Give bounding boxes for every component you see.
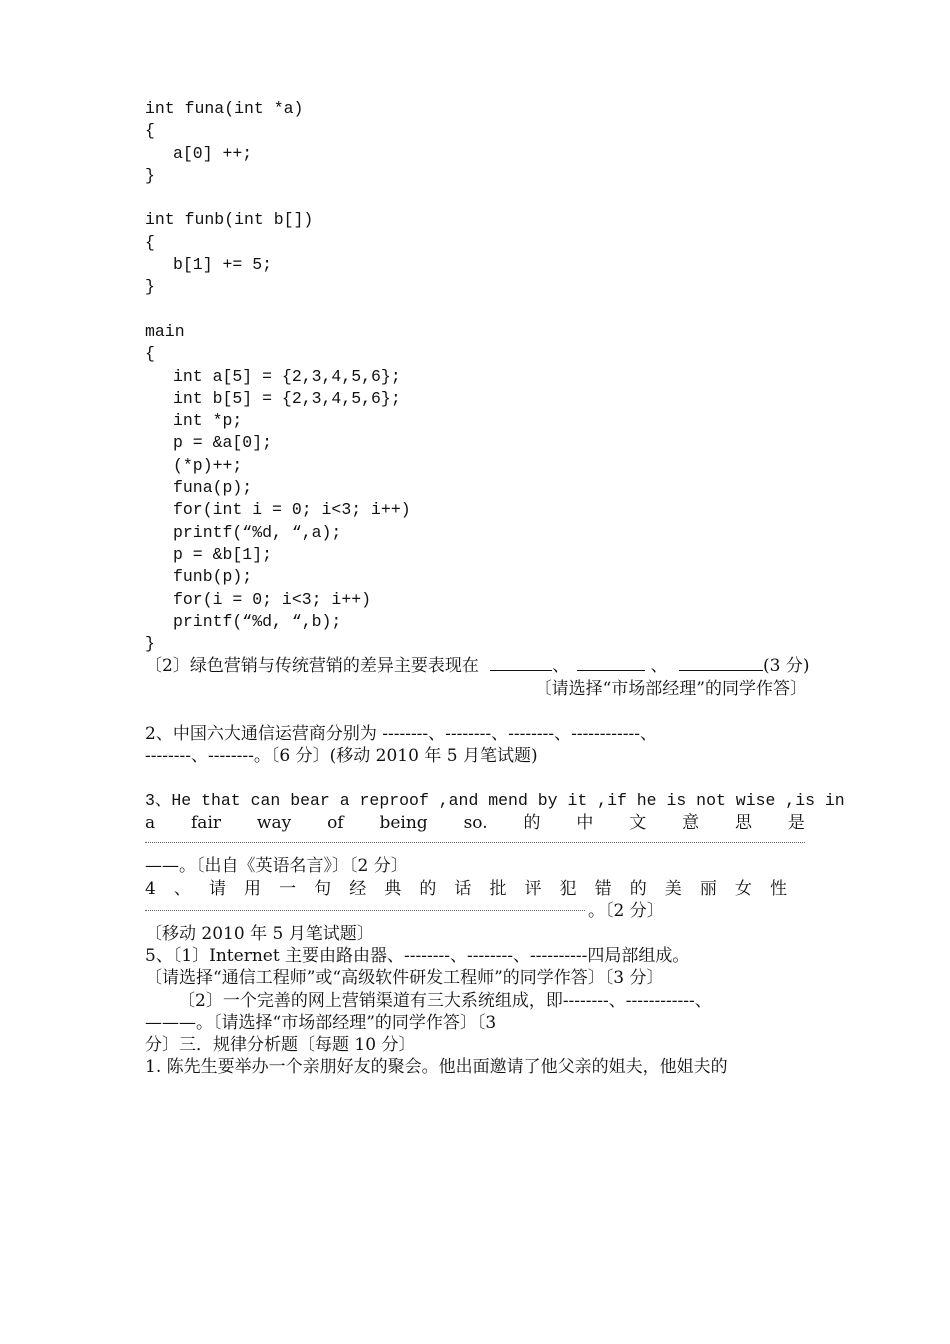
code-line: int funb(int b[]) [145, 210, 314, 230]
code-line: { [145, 121, 155, 141]
spaced-word: 是 [787, 813, 805, 833]
spaced-word: 话 [454, 879, 472, 899]
answer-blank [577, 656, 645, 671]
q-green-text: 〔2〕绿色营销与传统营销的差异主要表现在 [145, 656, 479, 676]
logic-q1-line1: 1. 陈先生要举办一个亲朋好友的聚会。他出面邀请了他父亲的姐夫，他姐夫的 [145, 1057, 728, 1077]
code-line: int a[5] = {2,3,4,5,6}; [173, 366, 401, 386]
spaced-word: fair [191, 813, 222, 833]
spaced-word: 的 [523, 813, 541, 833]
spaced-word: 美 [664, 879, 682, 899]
code-line: } [145, 165, 155, 185]
spaced-word: 女 [734, 879, 752, 899]
code-line: (*p)++; [173, 455, 243, 475]
spaced-word: of [327, 813, 344, 833]
q-green-note: 〔请选择“市场部经理”的同学作答〕 [534, 679, 807, 699]
answer-blank [490, 656, 552, 671]
code-block [145, 98, 411, 655]
spaced-word: 的 [629, 879, 647, 899]
spaced-word: 用 [244, 879, 262, 899]
separator: 、 [645, 656, 668, 676]
spaced-word: 请 [208, 879, 226, 899]
code-line: printf(“%d, “,a); [173, 522, 342, 542]
spaced-word: 思 [735, 813, 753, 833]
code-line: printf(“%d, “,b); [173, 611, 342, 631]
spaced-word: 典 [384, 879, 402, 899]
code-line: { [145, 344, 155, 364]
q5-line2: 〔请选择“通信工程师”或“高级软件研发工程师”的同学作答〕〔3 分〕 [145, 968, 664, 988]
spaced-word: 文 [629, 813, 647, 833]
spaced-word: so. [463, 813, 488, 833]
code-line: a[0] ++; [173, 143, 253, 163]
q3-line3: ——。〔出自《英语名言》〕〔2 分〕 [145, 856, 408, 876]
spaced-word: 批 [489, 879, 507, 899]
q4-line3: 〔移动 2010 年 5 月笔试题〕 [145, 924, 374, 944]
code-line: main [145, 321, 185, 341]
spaced-word: a [145, 813, 156, 833]
code-line [145, 299, 411, 321]
code-line: for(int i = 0; i<3; i++) [173, 500, 411, 520]
q4-line1 [145, 878, 787, 900]
code-line: { [145, 232, 155, 252]
code-line: } [145, 277, 155, 297]
q2-line1: 2、中国六大通信运营商分别为 --------、--------、--------、------------、 [145, 724, 658, 744]
spaced-word: 一 [279, 879, 297, 899]
spaced-word: 丽 [699, 879, 717, 899]
q5-line3: 〔2〕一个完善的网上营销渠道有三大系统组成，即--------、------------、 [178, 991, 712, 1011]
spaced-word: 、 [173, 879, 191, 899]
code-line: funb(p); [173, 567, 253, 587]
spaced-word: 评 [524, 879, 542, 899]
spaced-word: 意 [682, 813, 700, 833]
spaced-word: 句 [314, 879, 332, 899]
q-green-marketing [145, 655, 810, 677]
code-line: b[1] += 5; [173, 255, 273, 275]
q4-line2-end: 。〔2 分〕 [588, 901, 664, 921]
q5-line5: 分〕三．规律分析题〔每题 10 分〕 [145, 1035, 416, 1055]
spaced-word: 错 [594, 879, 612, 899]
separator: 、 [552, 656, 570, 676]
spaced-word: 的 [419, 879, 437, 899]
code-line: p = &a[0]; [173, 433, 273, 453]
answer-blank [679, 656, 763, 671]
spaced-word: 犯 [559, 879, 577, 899]
code-line: int b[5] = {2,3,4,5,6}; [173, 388, 401, 408]
q5-line4: ———。〔请选择“市场部经理”的同学作答〕〔3 [145, 1013, 497, 1033]
code-line [145, 187, 411, 209]
spaced-word: being [379, 813, 428, 833]
score: (3 分) [763, 656, 810, 676]
spaced-word: 经 [349, 879, 367, 899]
spaced-word: way [256, 813, 292, 833]
spaced-word: 性 [769, 879, 787, 899]
code-line: p = &b[1]; [173, 544, 273, 564]
code-line: int funa(int *a) [145, 99, 304, 118]
q3-line1: 3、He that can bear a reproof ,and mend by it ,if he is not wise ,is in [145, 791, 845, 810]
q2-line2: --------、--------。〔6 分〕(移动 2010 年 5 月笔试题) [145, 746, 538, 766]
code-line: int *p; [173, 411, 243, 431]
code-line: for(i = 0; i<3; i++) [173, 589, 372, 609]
code-line: } [145, 634, 155, 654]
spaced-word: 4 [145, 879, 156, 899]
spaced-word: 中 [576, 813, 594, 833]
answer-dotted-line [145, 842, 805, 843]
q3-line2 [145, 812, 805, 834]
code-line: funa(p); [173, 478, 253, 498]
q5-line1: 5、〔1〕Internet 主要由路由器、--------、--------、----------四局部组成。 [145, 946, 690, 966]
answer-dotted-line [145, 910, 585, 911]
